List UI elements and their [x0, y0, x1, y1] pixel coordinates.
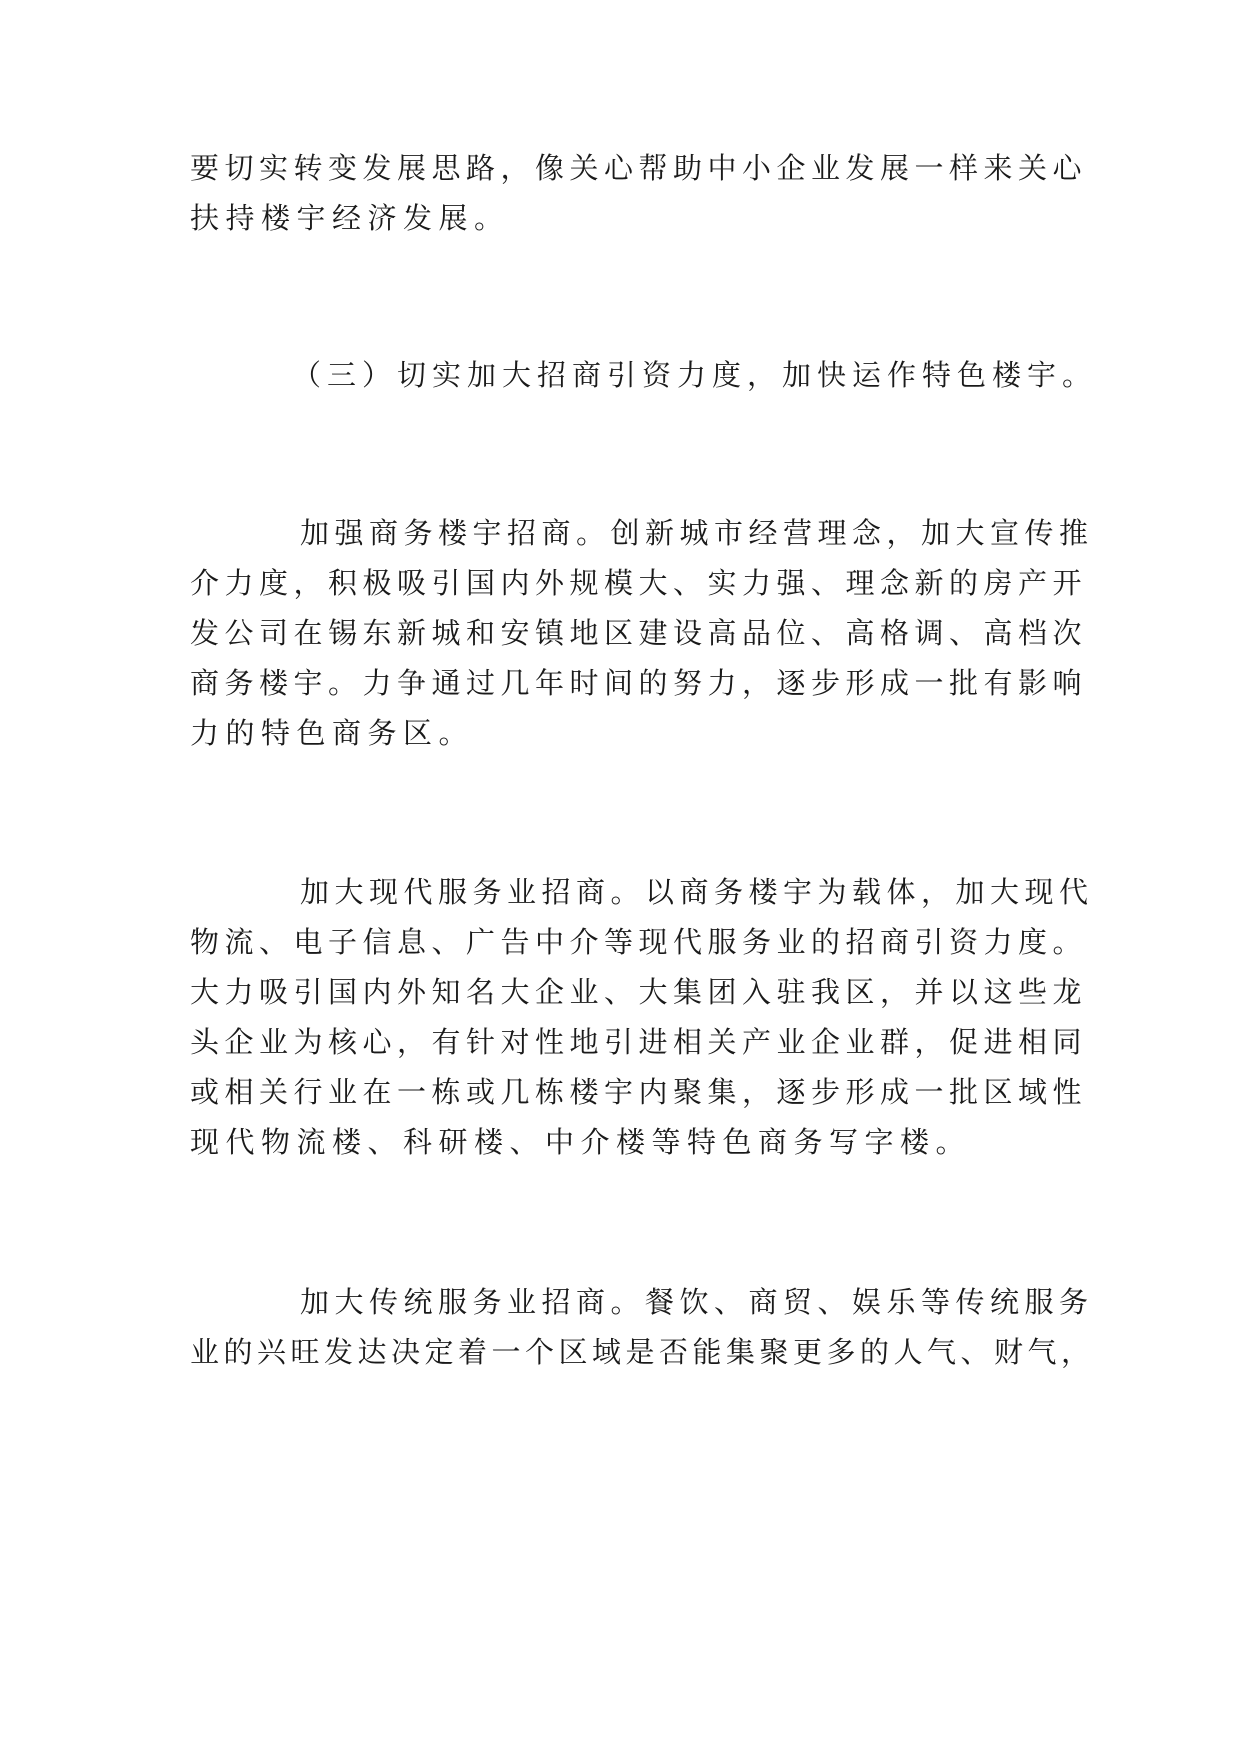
text-line: 业的兴旺发达决定着一个区域是否能集聚更多的人气、财气，	[190, 1335, 1095, 1369]
text-line: 或相关行业在一栋或几栋楼宇内聚集，逐步形成一批区域性	[190, 1075, 1088, 1109]
text-line: 介力度，积极吸引国内外规模大、实力强、理念新的房产开	[190, 566, 1088, 600]
text-line: 大力吸引国内外知名大企业、大集团入驻我区，并以这些龙	[190, 975, 1088, 1009]
text-line: 商务楼宇。力争通过几年时间的努力，逐步形成一批有影响	[190, 666, 1088, 700]
text-line: 头企业为核心，有针对性地引进相关产业企业群，促进相同	[190, 1025, 1088, 1059]
text-line: 要切实转变发展思路，像关心帮助中小企业发展一样来关心	[190, 151, 1088, 185]
text-line: 扶持楼宇经济发展。	[190, 201, 510, 235]
text-line: 现代物流楼、科研楼、中介楼等特色商务写字楼。	[190, 1125, 972, 1159]
section-heading-text: （三）切实加大招商引资力度，加快运作特色楼宇。	[292, 358, 1098, 392]
text-line: 加强商务楼宇招商。创新城市经营理念，加大宣传推	[300, 516, 1094, 550]
text-line: 发公司在锡东新城和安镇地区建设高品位、高格调、高档次	[190, 616, 1088, 650]
text-line: 力的特色商务区。	[190, 716, 475, 750]
text-line: 加大现代服务业招商。以商务楼宇为载体，加大现代	[300, 875, 1094, 909]
text-line: 物流、电子信息、广告中介等现代服务业的招商引资力度。	[190, 925, 1088, 959]
text-line: 加大传统服务业招商。餐饮、商贸、娱乐等传统服务	[300, 1285, 1094, 1319]
